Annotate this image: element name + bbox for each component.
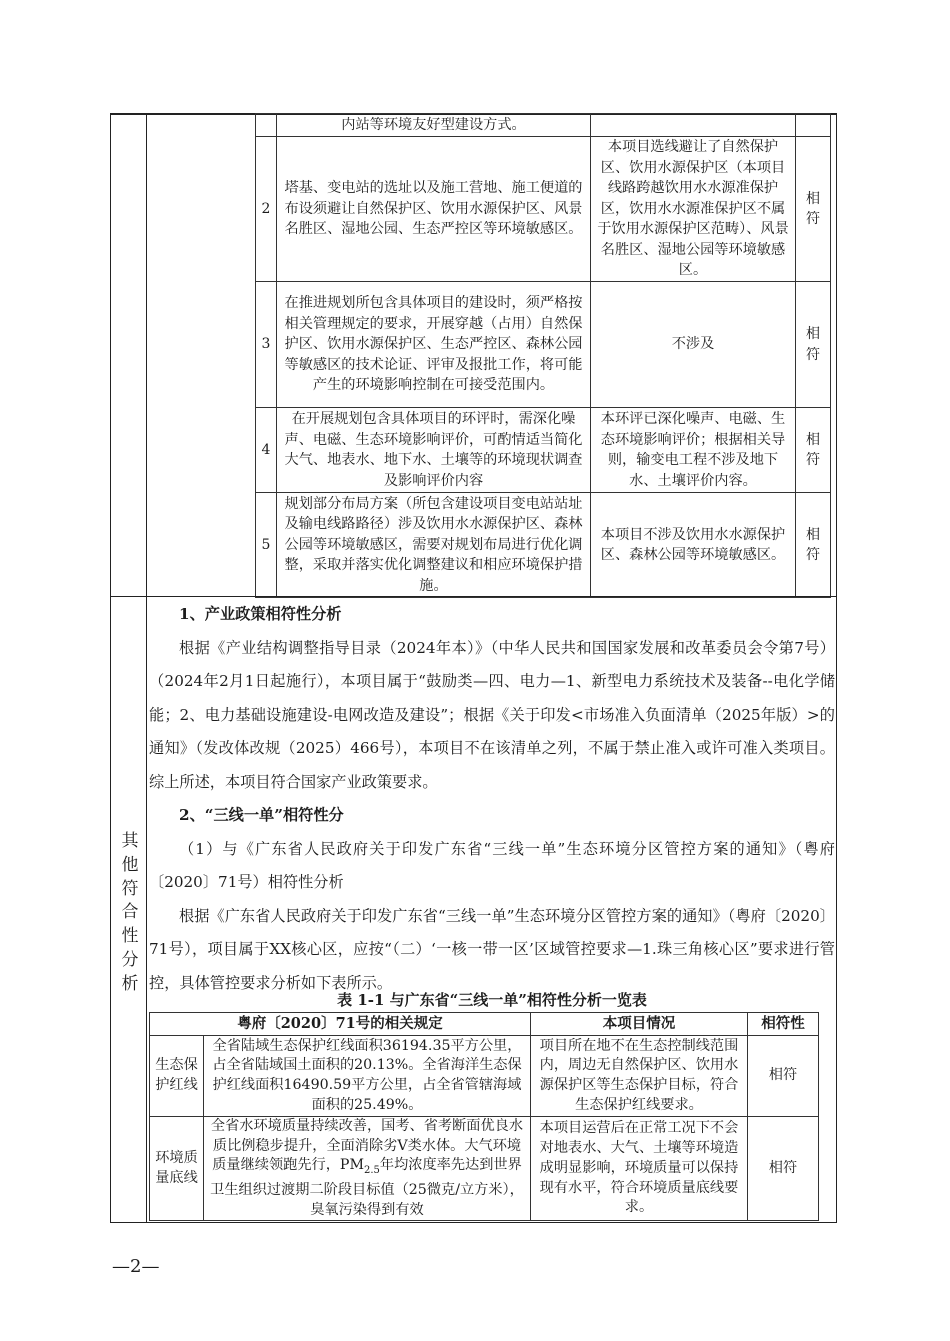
situation-cell: 本项目运营后在正常工况下不会对地表水、大气、土壤等环境造成明显影响，环境质量可以保持现有水平，符合环境质量底线要求。 bbox=[531, 1117, 748, 1221]
row-number-cell: 4 bbox=[256, 408, 277, 493]
rule-cell: 全省陆域生态保护红线面积36194.35平方公里，占全省陆域国土面积的20.13%。全省海洋生态保护红线面积16490.59平方公里，占全省管辖海域面积的25.49%。 bbox=[204, 1036, 531, 1117]
planning-compliance-table bbox=[255, 113, 831, 598]
situation-cell: 本环评已深化噪声、电磁、生态环境影响评价；根据相关导则，输变电工程不涉及地下水、土壤评价内容。 bbox=[591, 408, 796, 493]
paragraph: （1）与《广东省人民政府关于印发广东省“三线一单”生态环境分区管控方案的通知》（粤府〔2020〕71号）相符性分析 bbox=[149, 839, 835, 891]
column-header: 粤府〔2020〕71号的相关规定 bbox=[150, 1013, 531, 1036]
analysis-text bbox=[149, 598, 835, 1000]
table-caption: 表 1-1 与广东省“三线一单”相符性分析一览表 bbox=[337, 991, 647, 1009]
section-heading: 1、产业政策相符性分析 bbox=[179, 605, 342, 623]
situation-cell: 不涉及 bbox=[591, 282, 796, 408]
label-column-divider bbox=[146, 113, 147, 1223]
result-cell: 相符 bbox=[796, 137, 831, 282]
section-divider bbox=[110, 596, 837, 597]
table-row bbox=[256, 137, 831, 282]
three-lines-one-list-table bbox=[149, 1012, 819, 1221]
rule-text-part: 年均浓度率先达到世界卫生组织过渡期二阶段目标值（25微克/立方米），臭氧污染得到有效 bbox=[210, 1157, 524, 1218]
result-cell: 相符 bbox=[796, 408, 831, 493]
side-label: 其他符合性分析 bbox=[121, 831, 139, 994]
row-number-cell bbox=[256, 114, 277, 137]
requirement-cell: 内站等环境友好型建设方式。 bbox=[277, 114, 591, 137]
situation-cell bbox=[591, 114, 796, 137]
result-cell: 相符 bbox=[796, 493, 831, 598]
requirement-cell: 在推进规划所包含具体项目的建设时，须严格按相关管理规定的要求，开展穿越（占用）自然保护区、饮用水源保护区、生态严控区、森林公园等敏感区的技术论证、评审及报批工作，将可能产生的环境影响控制在可接受范围内。 bbox=[277, 282, 591, 408]
requirement-cell: 塔基、变电站的选址以及施工营地、施工便道的布设须避让自然保护区、饮用水源保护区、风景名胜区、湿地公园、生态严控区等环境敏感区。 bbox=[277, 137, 591, 282]
category-cell: 环境质量底线 bbox=[150, 1117, 204, 1221]
row-number-cell: 2 bbox=[256, 137, 277, 282]
requirement-cell: 在开展规划包含具体项目的环评时，需深化噪声、电磁、生态环境影响评价，可酌情适当简化大气、地表水、地下水、土壤等的环境现状调查及影响评价内容 bbox=[277, 408, 591, 493]
table-row bbox=[256, 408, 831, 493]
table-header-row bbox=[150, 1013, 819, 1036]
page-number: —2— bbox=[112, 1256, 160, 1277]
result-cell: 相符 bbox=[796, 282, 831, 408]
result-cell bbox=[796, 114, 831, 137]
fit-cell: 相符 bbox=[748, 1036, 819, 1117]
table-row bbox=[150, 1036, 819, 1117]
rule-text-part: 全省水环境质量持续改善，国考、省考断面优良水质比例稳步提升，全面消除劣Ⅴ类水体。大气环境质量继续领跑先行，PM bbox=[210, 1118, 524, 1174]
table-row bbox=[150, 1117, 819, 1221]
rule-subscript: 2.5 bbox=[363, 1165, 380, 1177]
fit-cell: 相符 bbox=[748, 1117, 819, 1221]
situation-cell: 本项目选线避让了自然保护区、饮用水源保护区（本项目线路跨越饮用水水源准保护区，饮用水水源准保护区不属于饮用水源保护区范畴）、风景名胜区、湿地公园等环境敏感区。 bbox=[591, 137, 796, 282]
requirement-cell: 规划部分布局方案（所包含建设项目变电站站址及输电线路路径）涉及饮用水水源保护区、森林公园等环境敏感区，需要对规划布局进行优化调整，采取并落实优化调整建议和相应环境保护措施。 bbox=[277, 493, 591, 598]
paragraph: 根据《广东省人民政府关于印发广东省“三线一单”生态环境分区管控方案的通知》（粤府〔2020〕71号），项目属于XX核心区，应按“（二）‘一核一带一区’区域管控要求—1.珠三角核心区”要求进行管控，具体管控要求分析如下表所示。 bbox=[149, 906, 835, 992]
situation-cell: 项目所在地不在生态控制线范围内，周边无自然保护区、饮用水源保护区等生态保护目标，符合生态保护红线要求。 bbox=[531, 1036, 748, 1117]
column-header: 本项目情况 bbox=[531, 1013, 748, 1036]
rule-cell bbox=[204, 1117, 531, 1221]
paragraph: 根据《产业结构调整指导目录（2024年本）》（中华人民共和国国家发展和改革委员会令第7号）（2024年2月1日起施行），本项目属于“鼓励类—四、电力—1、新型电力系统技术及装备--电化学储能；2、电力基础设施建设-电网改造及建设”；根据《关于印发<市场准入负面清单（2025年版）>的通知》（发改体改规（2025）466号），本项目不在该清单之列，不属于禁止准入或许可准入类项目。综上所述，本项目符合国家产业政策要求。 bbox=[149, 638, 835, 791]
table-row bbox=[256, 493, 831, 598]
row-number-cell: 5 bbox=[256, 493, 277, 598]
situation-cell: 本项目不涉及饮用水水源保护区、森林公园等环境敏感区。 bbox=[591, 493, 796, 598]
table-row bbox=[256, 282, 831, 408]
table-row bbox=[256, 114, 831, 137]
section-heading: 2、“三线一单”相符性分 bbox=[179, 806, 344, 824]
category-cell: 生态保护红线 bbox=[150, 1036, 204, 1117]
column-header: 相符性 bbox=[748, 1013, 819, 1036]
row-number-cell: 3 bbox=[256, 282, 277, 408]
